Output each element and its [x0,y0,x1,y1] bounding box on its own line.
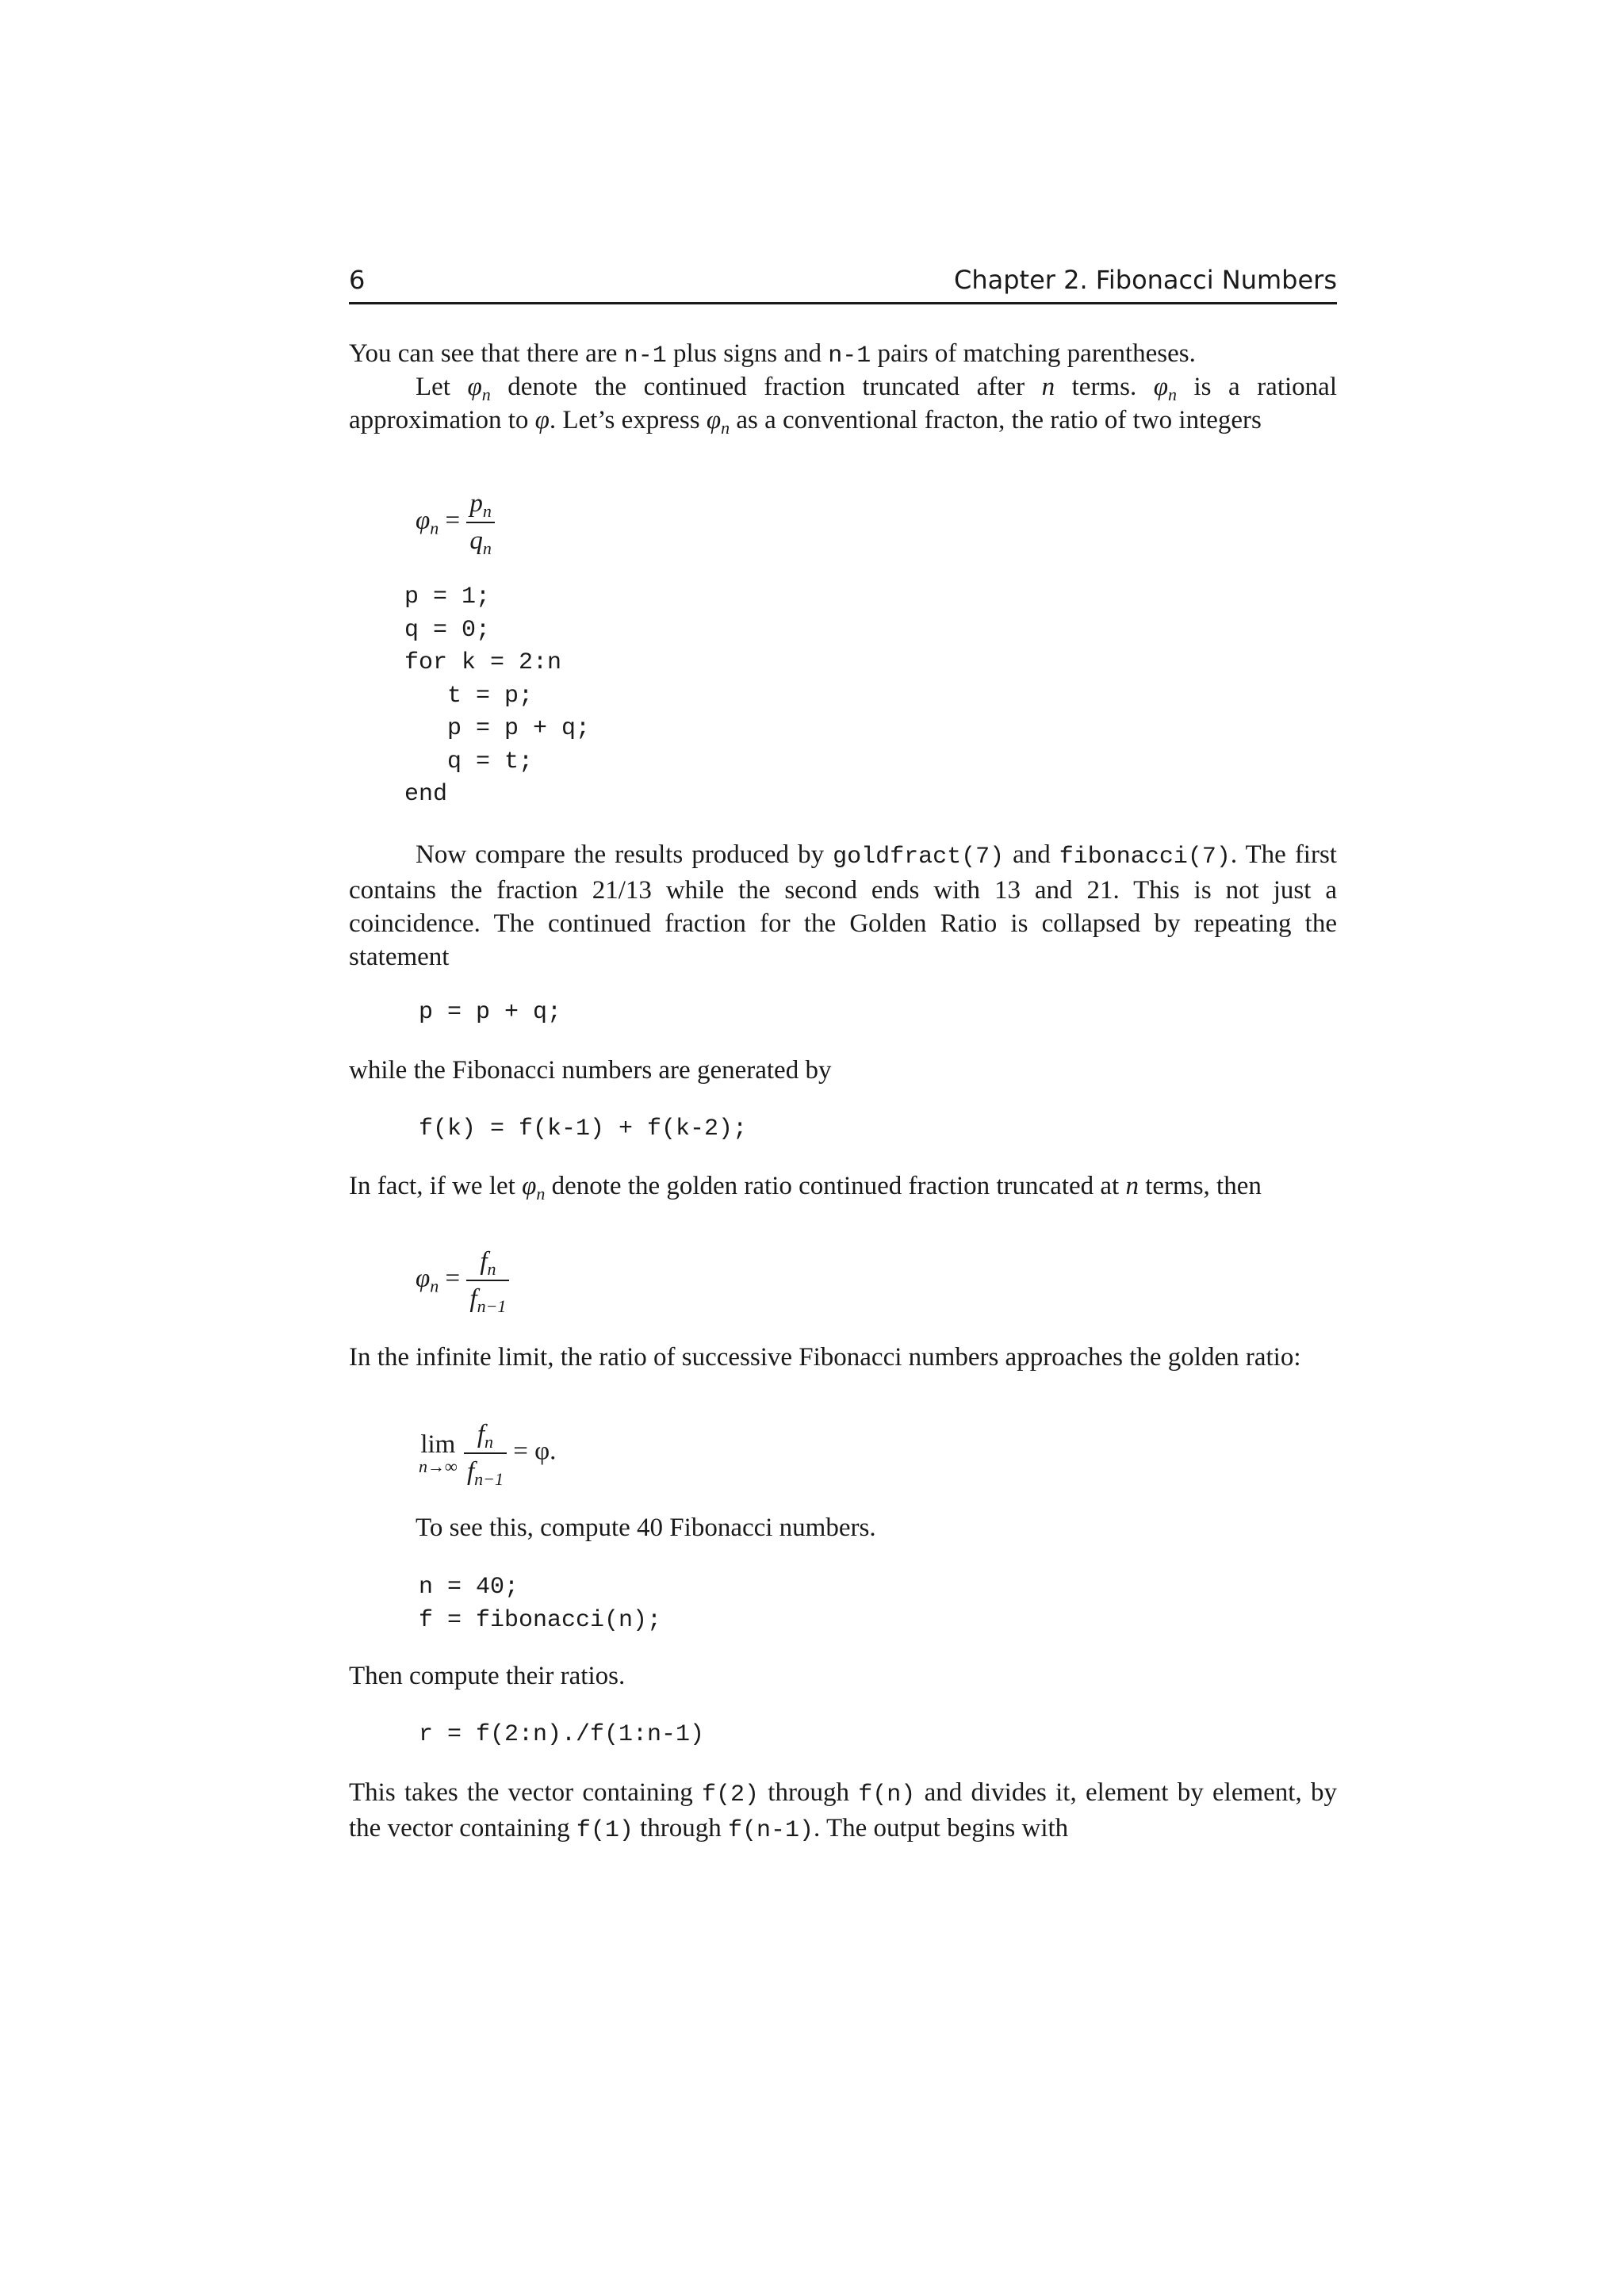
math-subscript: n [482,501,492,521]
paragraph-text: To see this, compute 40 Fibonacci numbers. [416,1513,876,1542]
inline-code: n-1 [623,342,667,369]
text-span: denote the golden ratio continued fraction truncated at [545,1172,1126,1200]
math-equals-phi: = φ. [513,1437,557,1466]
fraction [466,1247,509,1314]
inline-code: fibonacci(7) [1059,844,1231,871]
math-symbol: φ [534,406,550,434]
math-subscript: n [485,1432,494,1452]
math-subscript: n−1 [474,1469,504,1489]
text-span: denote the continued fraction truncated after [490,373,1042,401]
text-span: . The output begins with [814,1814,1069,1843]
page-number: 6 [349,265,366,295]
fraction [464,1420,507,1487]
math-subscript: n [536,1184,546,1203]
inline-code: n-1 [828,342,871,369]
text-span: plus signs and [666,339,829,368]
inline-code: f(2) [702,1781,760,1808]
math-equals: = [445,506,461,535]
fraction-denominator [466,523,495,556]
paragraph-3 [349,838,1337,974]
math-subscript: n [487,1259,496,1279]
math-subscript: n [430,518,439,538]
code-block-loop: p = 1; q = 0; for k = 2:n t = p; p = p + q; q = t; end [404,584,591,808]
limit-label: lim [420,1429,456,1459]
inline-code: f(1) [576,1817,634,1844]
paragraph-9 [349,1776,1337,1847]
inline-code: f(n) [858,1781,916,1808]
math-equals: = [445,1264,461,1293]
paragraph-7 [416,1511,1337,1544]
fraction-numerator [466,489,495,523]
paragraph-1 [349,337,1337,373]
text-span: and [1004,840,1059,869]
math-symbol: φ [522,1172,537,1200]
inline-code: f(n-1) [728,1817,814,1844]
math-symbol: φ [467,373,482,401]
math-symbol: φ [706,406,722,434]
text-span: terms. [1055,373,1154,401]
code-block-statement: p = p + q; [419,999,562,1026]
math-symbol: φ [416,506,431,535]
paragraph-2 [349,370,1337,437]
math-subscript: n [481,385,491,404]
text-span: . Let’s express [549,406,707,434]
paragraph-5 [349,1169,1337,1203]
paragraph-6 [349,1341,1337,1374]
math-symbol: φ [1153,373,1168,401]
math-subscript: n [1167,385,1177,404]
math-subscript: n−1 [477,1296,507,1316]
limit-operator [419,1430,458,1477]
fraction-denominator [464,1454,507,1487]
text-span: This takes the vector containing [349,1778,702,1807]
equation-phi-fib-ratio [416,1247,509,1314]
math-symbol: p [469,489,483,518]
math-symbol: n [1125,1172,1139,1200]
math-symbol: q [469,526,483,555]
math-symbol: f [480,1247,488,1276]
code-block-ratios: r = f(2:n)./f(1:n-1) [419,1721,705,1748]
paragraph-text: In the infinite limit, the ratio of successive Fibonacci numbers approaches the golden ratio: [349,1343,1301,1372]
math-symbol: f [469,1284,477,1313]
math-symbol: f [466,1457,475,1486]
text-span: You can see that there are [349,339,624,368]
chapter-title: Chapter 2. Fibonacci Numbers [953,265,1337,295]
running-header [349,265,1337,303]
text-span: In fact, if we let [349,1172,523,1200]
paragraph-8 [349,1659,1337,1693]
equation-phi-pq [416,489,495,556]
text-span: is a rational approximation to [349,373,1337,434]
paragraph-text: Then compute their ratios. [349,1662,626,1690]
inline-code: goldfract(7) [833,844,1005,871]
math-subscript: n [482,538,492,558]
math-subscript: n [430,1276,439,1296]
text-span: through [759,1778,859,1807]
paragraph-4 [349,1054,1337,1087]
paragraph-text: while the Fibonacci numbers are generated by [349,1056,832,1085]
text-span: Now compare the results produced by [416,840,833,869]
fraction-numerator [464,1420,507,1454]
text-span: . The first contains the fraction 21/13 while the second ends with 13 and 21. This is not just a coincidence. The continued fraction for the Golden Ratio is collapsed by repeating the statement [349,840,1337,971]
text-span: terms, then [1138,1172,1262,1200]
text-span: through [633,1814,729,1843]
math-subscript: n [721,418,730,438]
math-symbol: f [477,1420,485,1448]
equation-limit [419,1420,556,1487]
code-block-fib-recurrence: f(k) = f(k-1) + f(k-2); [419,1115,748,1142]
math-symbol: n [1041,373,1055,401]
math-symbol: φ [416,1264,431,1293]
text-span: Let [416,373,468,401]
fraction-denominator [466,1281,509,1314]
text-span: and divides it, element by element, by the vector containing [349,1778,1338,1843]
text-span: pairs of matching parentheses. [871,339,1196,368]
code-block-compute: n = 40; f = fibonacci(n); [419,1574,662,1634]
fraction-numerator [466,1247,509,1281]
text-span: as a conventional fracton, the ratio of two integers [730,406,1262,434]
fraction [466,489,495,556]
limit-subscript: n→∞ [419,1456,458,1476]
header-rule [349,302,1337,304]
